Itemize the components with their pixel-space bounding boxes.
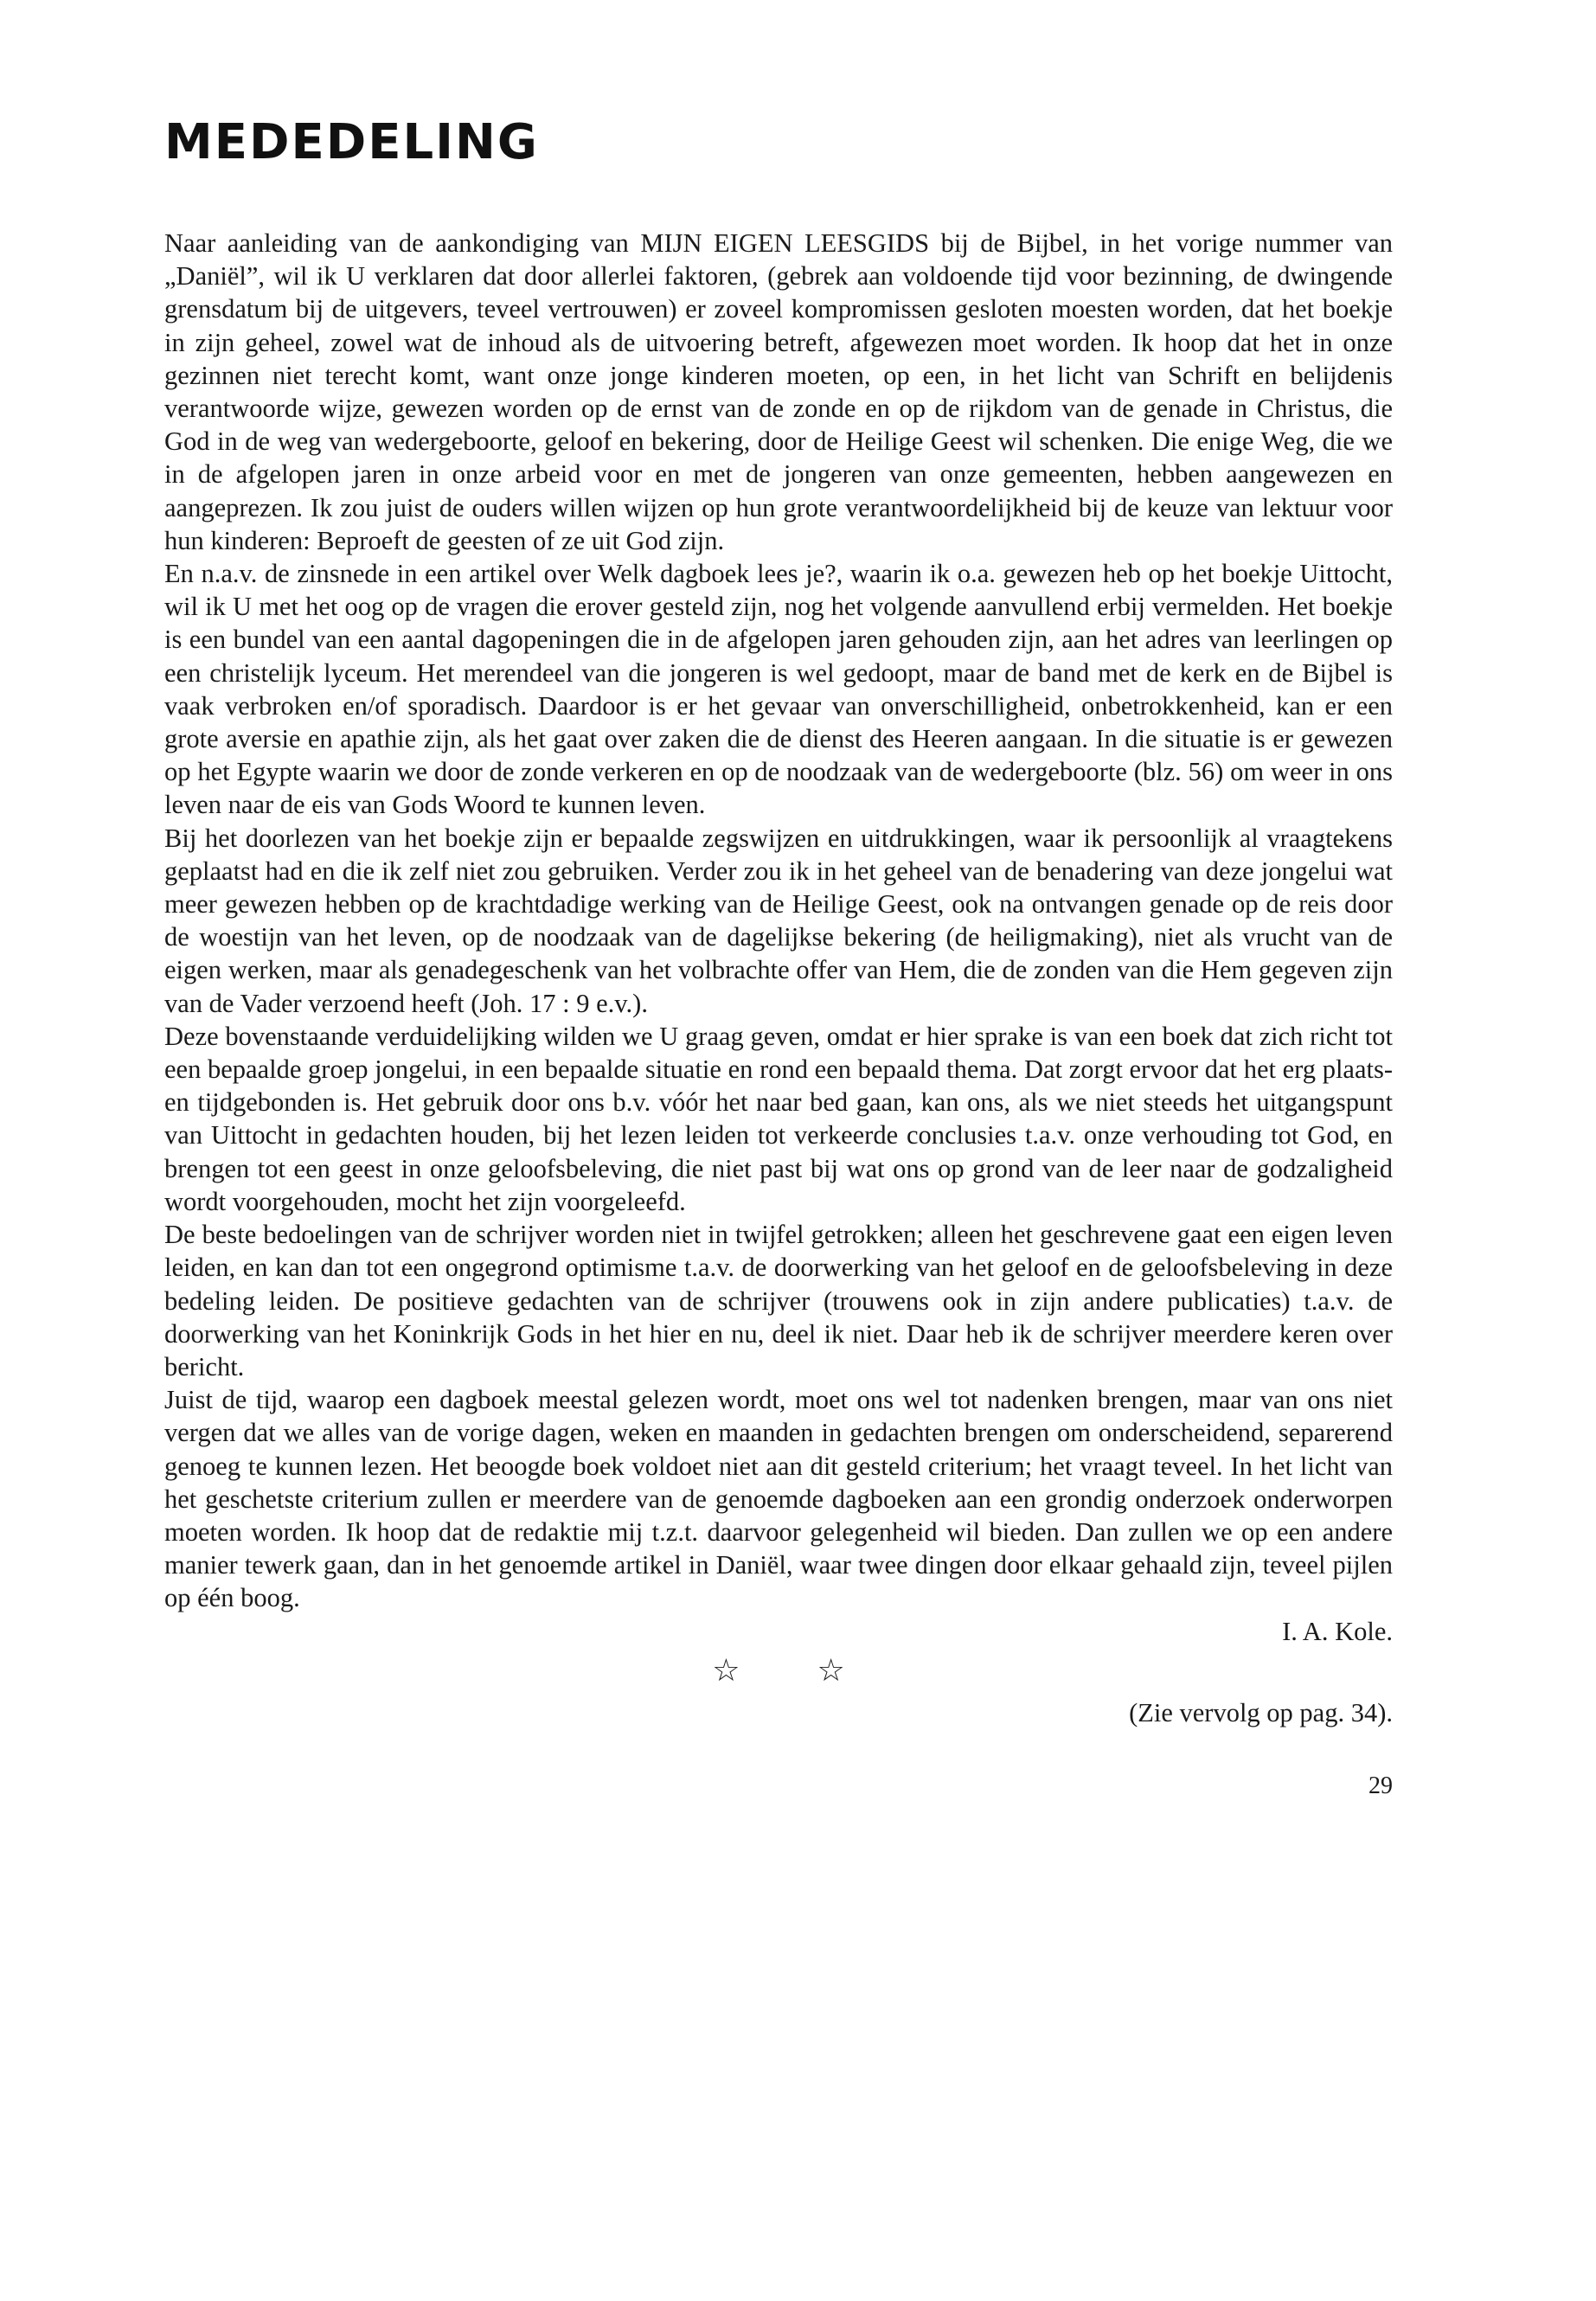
paragraph-5: De beste bedoelingen van de schrijver worden niet in twijfel getrokken; alleen het geschrevene gaat een eigen leven leiden, en kan dan tot een ongegrond optimisme t.a.v. de doorwerking van het geloof en de geloofsbeleving in deze bedeling leiden. De positieve gedachten van de schrijver (trouwens ook in zijn andere publicaties) t.a.v. de doorwerking van het Koninkrijk Gods in het hier en nu, deel ik niet. Daar heb ik de schrijver meerdere keren over bericht. (164, 1220, 1393, 1381)
continuation-note: (Zie vervolg op pag. 34). (1129, 1697, 1393, 1727)
paragraph-4: Deze bovenstaande verduidelijking wilden we U graag geven, omdat er hier sprake is van een boek dat zich richt tot een bepaalde groep jongelui, in een bepaalde situatie en rond een bepaald thema. Dat zorgt ervoor dat het erg plaats- en tijdgebonden is. Het gebruik door ons b.v. vóór het naar bed gaan, kan ons, als we niet steeds het uitgangspunt van Uittocht in gedachten houden, bij het lezen leiden tot verkeerde conclusies t.a.v. onze verhouding tot God, en brengen tot een geest in onze geloofsbeleving, die niet past bij wat ons op grond van de leer naar de godzaligheid wordt voorgehouden, mocht het zijn voorgeleefd. (164, 1021, 1393, 1216)
paragraph-1: Naar aanleiding van de aankondiging van MIJN EIGEN LEESGIDS bij de Bijbel, in het vorige nummer van „Daniël”, wil ik U verklaren dat door allerlei faktoren, (gebrek aan voldoende tijd voor bezinning, de dwingende grensdatum bij de uitgevers, teveel vertrouwen) er zoveel kompromissen gesloten moesten worden, dat het boekje in zijn geheel, zowel wat de inhoud als de uitvoering betreft, afgewezen moet worden. Ik hoop dat het in onze gezinnen niet terecht komt, want onze jonge kinderen moeten, op een, in het licht van Schrift en belijdenis verantwoorde wijze, gewezen worden op de ernst van de zonde en op de rijkdom van de genade in Christus, die God in de weg van wedergeboorte, geloof en bekering, door de Heilige Geest wil schenken. Die enige Weg, die we in de afgelopen jaren in onze arbeid voor en met de jongeren van onze gemeenten, hebben aangewezen en aangeprezen. Ik zou juist de ouders willen wijzen op hun grote verantwoordelijkheid bij de keuze van lektuur voor hun kinderen: Beproeft de geesten of ze uit God zijn. (164, 228, 1393, 555)
paragraph-2: En n.a.v. de zinsnede in een artikel over Welk dagboek lees je?, waarin ik o.a. gewezen heb op het boekje Uittocht, wil ik U met het oog op de vragen die erover gesteld zijn, nog het volgende aanvullend erbij vermelden. Het boekje is een bundel van een aantal dagopeningen die in de afgelopen jaren gehouden zijn, aan het adres van leerlingen op een christelijk lyceum. Het merendeel van die jongeren is wel gedoopt, maar de band met de kerk en de Bijbel is vaak verbroken en/of sporadisch. Daardoor is er het gevaar van onverschilligheid, onbetrokkenheid, kan er een grote aversie en apathie zijn, als het gaat over zaken die de dienst des Heeren aangaan. In die situatie is er gewezen op het Egypte waarin we door de zonde verkeren en op de noodzaak van de wedergeboorte (blz. 56) om weer in ons leven naar de eis van Gods Woord te kunnen leven. (164, 559, 1393, 820)
article-title: MEDEDELING (164, 114, 539, 170)
star-separator: ☆ ☆ (712, 1652, 880, 1688)
page-number: 29 (1368, 1772, 1393, 1799)
paragraph-3: Bij het doorlezen van het boekje zijn er bepaalde zegswijzen en uitdrukkingen, waar ik persoonlijk al vraagtekens geplaatst had en die ik zelf niet zou gebruiken. Verder zou ik in het geheel van de benadering van deze jongelui wat meer gewezen hebben op de krachtdadige werking van de Heilige Geest, ook na ontvangen genade op de reis door de woestijn van het leven, op de noodzaak van de dagelijkse bekering (de heiligmaking), niet als vrucht van de eigen werken, maar als genadegeschenk van het volbrachte offer van Hem, die de zonden van die Hem gegeven zijn van de Vader verzoend heeft (Joh. 17 : 9 e.v.). (164, 823, 1393, 1018)
page-content (164, 112, 1393, 1802)
author-signature: I. A. Kole. (1282, 1616, 1393, 1646)
paragraph-6: Juist de tijd, waarop een dagboek meestal gelezen wordt, moet ons wel tot nadenken brengen, maar van ons niet vergen dat we alles van de vorige dagen, weken en maanden in gedachten brengen om onderscheidend, separerend genoeg te kunnen lezen. Het beoogde boek voldoet niet aan dit gesteld criterium; het vraagt teveel. In het licht van het geschetste criterium zullen er meerdere van de genoemde dagboeken aan een grondig onderzoek onderworpen moeten worden. Ik hoop dat de redaktie mij t.z.t. daarvoor gelegenheid wil bieden. Dan zullen we op een andere manier tewerk gaan, dan in het genoemde artikel in Daniël, waar twee dingen door elkaar gehaald zijn, teveel pijlen op één boog. (164, 1385, 1393, 1613)
